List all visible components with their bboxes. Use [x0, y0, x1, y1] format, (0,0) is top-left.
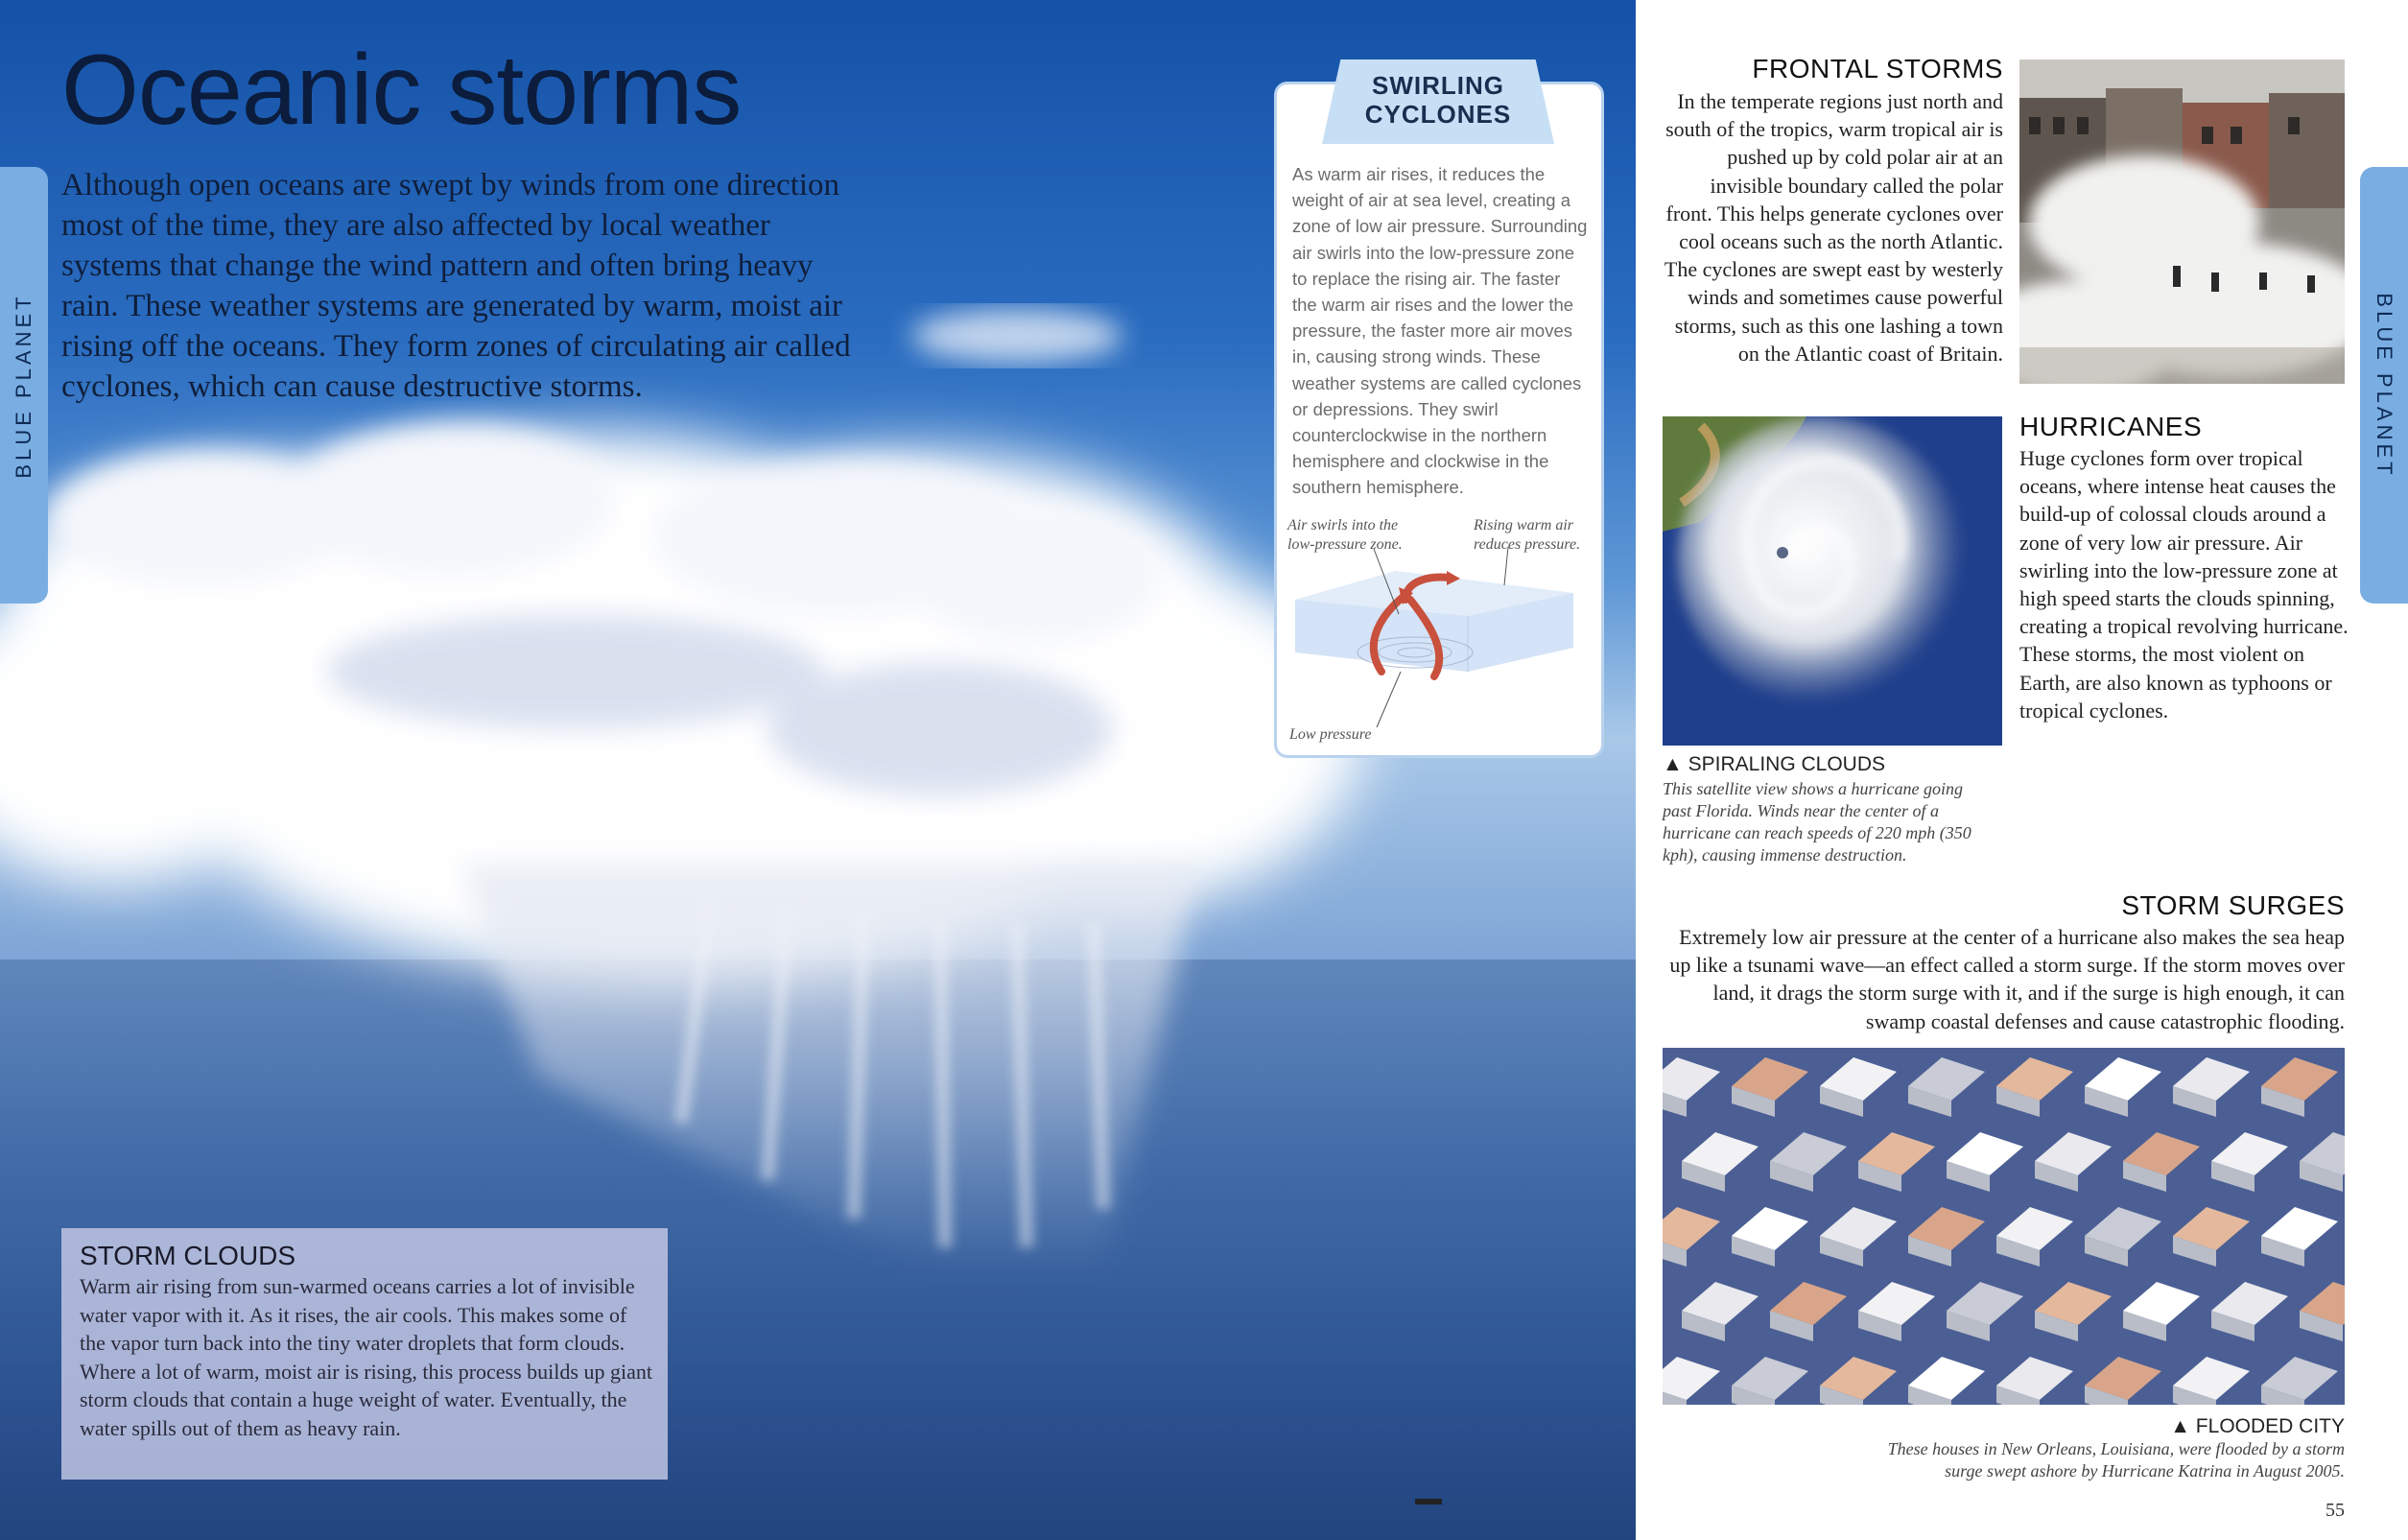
swirling-cyclones-text: As warm air rises, it reduces the weight of air at sea level, creating a zone of low air pressure. Surrounding air swirls into the low-pressure zone to replace the rising air. The faster the warm air rises and the lower the pressure, the faster more air moves in, causing strong winds. These weather systems are called cyclones or depressions. They swirl counterclockwise in the northern hemisphere and clockwise in the southern hemisphere.	[1292, 164, 1588, 498]
page-number: 55	[2325, 1500, 2345, 1521]
frontal-storms-heading: FRONTAL STORMS	[1752, 54, 2003, 83]
intro-paragraph: Although open oceans are swept by winds from one direction most of the time, they are also affected by local weather systems that change the wind pattern and often bring heavy rain. These weather systems are generated by warm, moist air rising off the oceans. They form zones of circulating air called cyclones, which can cause destructive storms.	[61, 168, 851, 404]
coastal-storm-photo	[2019, 59, 2345, 384]
hurricanes-text: Huge cyclones form over tropical oceans, where intense heat causes the build-up of colossal clouds around a zone of very low air pressure. Air swirling into the low-pressure zone at high speed starts the clouds spinning, creating a tropical revolving hurricane. These storms, the most violent on Earth, are also known as typhoons or tropical cyclones.	[2019, 446, 2349, 723]
section-tab-label: BLUE PLANET	[2373, 292, 2396, 479]
page-title: Oceanic storms	[61, 35, 742, 146]
label-low-pressure: Low pressure	[1289, 726, 1372, 743]
hurricane-satellite-photo	[1663, 416, 2002, 746]
storm-clouds-heading: STORM CLOUDS	[80, 1241, 296, 1270]
title-line-2: CYCLONES	[1364, 100, 1512, 129]
flooded-houses-photo	[1663, 1048, 2345, 1405]
section-tab-left	[0, 167, 48, 604]
hurricanes-heading: HURRICANES	[2019, 412, 2203, 441]
cyclone-diagram	[1286, 509, 1593, 748]
section-tab-label: BLUE PLANET	[12, 292, 35, 479]
flooded-city-caption-heading: ▲ FLOODED CITY	[2170, 1415, 2345, 1437]
label-rising-air: Rising warm air reduces pressure.	[1474, 517, 1581, 553]
label-air-swirls: Air swirls into the low-pressure zone.	[1287, 517, 1403, 553]
spiraling-clouds-caption-heading: ▲ SPIRALING CLOUDS	[1663, 753, 1886, 775]
spiraling-clouds-caption: This satellite view shows a hurricane going past Florida. Winds near the center of a hurricane can reach speeds of 220 mph (350 kph), causing immense destruction.	[1663, 779, 1971, 865]
swirling-cyclones-title	[1322, 71, 1554, 129]
storm-surges-text: Extremely low air pressure at the center of a hurricane also makes the sea heap up like a tsunami wave—an effect called a storm surge. If the storm moves over land, it drags the storm surge with it, and if the surge is high enough, it can swamp coastal defenses and cause catastrophic flooding.	[1669, 925, 2345, 1033]
frontal-storms-text: In the temperate regions just north and south of the tropics, warm tropical air is pushed up by cold polar air at an invisible boundary called the polar front. This helps generate cyclones over cool oceans such as the north Atlantic. The cyclones are swept east by westerly winds and sometimes cause powerful storms, such as this one lashing a town on the Atlantic coast of Britain.	[1664, 89, 2003, 366]
flooded-city-caption: These houses in New Orleans, Louisiana, were flooded by a storm surge swept ashore by Hurricane Katrina in August 2005.	[1887, 1439, 2345, 1481]
storm-surges-heading: STORM SURGES	[2121, 890, 2345, 920]
section-tab-right	[2360, 167, 2408, 604]
storm-clouds-text: Warm air rising from sun-warmed oceans carries a lot of invisible water vapor with it. As it rises, the air cools. This makes some of the vapor turn back into the tiny water droplets that form clouds. Where a lot of warm, moist air is rising, this process builds up giant storm clouds that contain a huge weight of water. Eventually, the water spills out of them as heavy rain.	[80, 1274, 652, 1440]
cyclone-diagram-graphic	[1286, 509, 1593, 748]
title-line-1: SWIRLING	[1372, 71, 1504, 100]
